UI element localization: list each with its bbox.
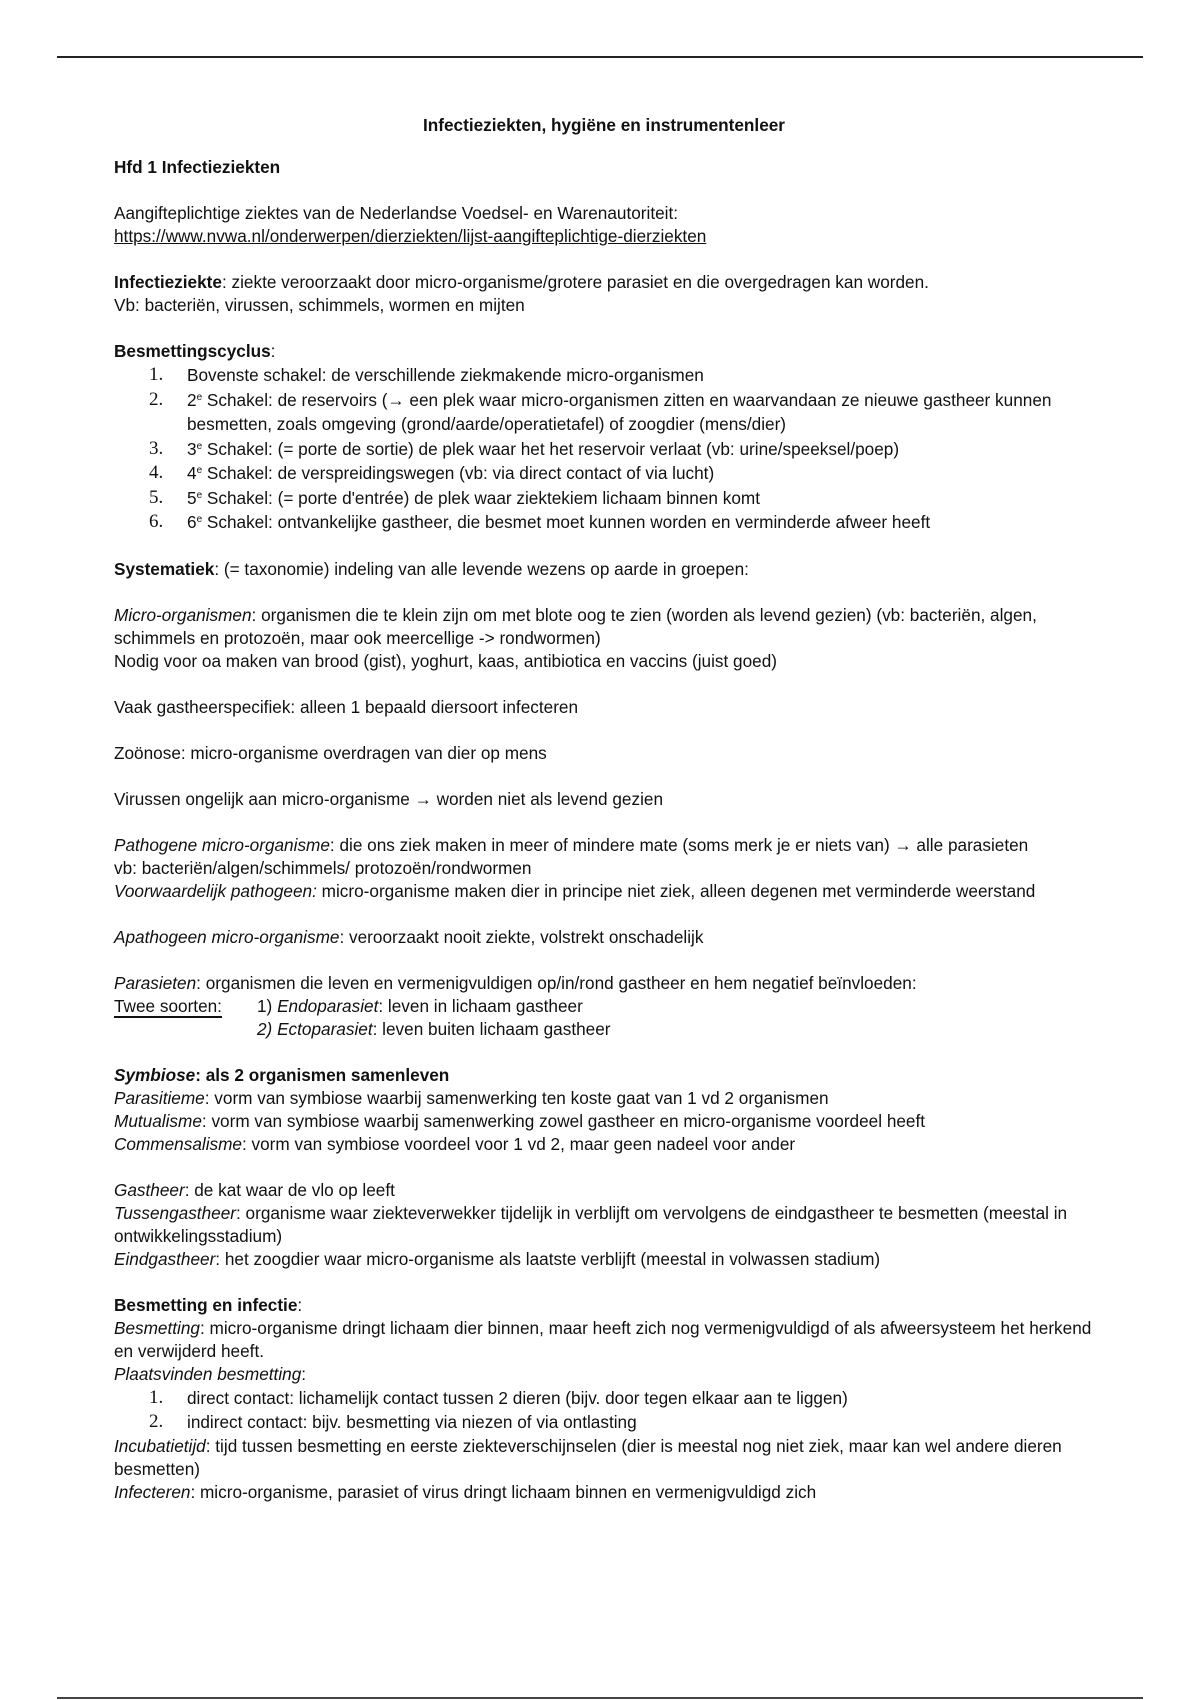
item-number: 1. (149, 1386, 164, 1408)
definition: : micro-organisme dringt lichaam dier binnen, maar heeft zich nog vermenigvuldigd of als afweersysteem het herkend en verwijderd heeft. (114, 1317, 1092, 1361)
list-item (149, 486, 1094, 511)
item-text: direct contact: lichamelijk contact tussen 2 dieren (bijv. door tegen elkaar aan te liggen) (187, 1387, 848, 1408)
ordinal: 2 (187, 389, 197, 410)
list-item (149, 1386, 1094, 1411)
definition: : leven in lichaam gastheer (378, 995, 583, 1016)
item-number: 6. (149, 511, 164, 532)
aangifte-text: Aangifteplichtige ziektes van de Nederlandse Voedsel- en Warenautoriteit: (114, 203, 679, 223)
term: Eindgastheer (114, 1248, 216, 1269)
systematiek-definition (114, 558, 1094, 581)
micro-organismen-definition (114, 604, 1094, 650)
item-number: 1) (257, 995, 278, 1016)
definition: : het zoogdier waar micro-organisme als laatste verblijft (meestal in volwassen stadium) (215, 1248, 881, 1269)
infectieziekte-definition (114, 271, 1094, 294)
definition: : organisme waar ziekteverwekker tijdelijk in verblijft om vervolgens de eindgastheer te besmetten (meestal in ontwikkelingsstadium) (114, 1202, 1068, 1246)
mutualisme-definition (114, 1110, 1094, 1133)
ordinal: 3 (187, 438, 197, 459)
item-number: 4. (149, 462, 164, 483)
besmetting-heading (114, 1294, 1094, 1317)
list-item (149, 510, 1094, 535)
definition: micro-organisme maken dier in principe niet ziek, alleen degenen met verminderde weerstand (316, 880, 1036, 901)
definition: : vorm van symbiose voordeel voor 1 vd 2, maar geen nadeel voor ander (241, 1133, 796, 1154)
list-item (149, 1410, 1094, 1435)
term: Incubatietijd (114, 1435, 206, 1456)
item-text: Schakel: de reservoirs (→ een plek waar micro-organismen zitten en waarvandaan ze nieuwe gastheer kunnen besmetten, zoals omgeving (grond/aarde/operatietafel) of zoogdier (mens/dier) (187, 389, 1052, 434)
colon: : (301, 1363, 307, 1384)
item-number: 2. (149, 388, 164, 410)
ordinal-suffix: e (196, 465, 203, 476)
term: Systematiek (114, 558, 215, 579)
definition: : tijd tussen besmetting en eerste ziekteverschijnselen (dier is meestal nog niet ziek, maar kan wel andere dieren besmetten) (114, 1435, 1062, 1479)
definition: : organismen die te klein zijn om met blote oog te zien (worden als levend gezien) (vb: bacteriën, algen, schimmels en protozoën, maar ook meercellige -> rondwormen) (114, 604, 1037, 648)
definition: : organismen die leven en vermenigvuldigen op/in/rond gastheer en hem negatief beïnvloeden: (196, 972, 917, 993)
parasieten-definition (114, 972, 1094, 995)
definition: : de kat waar de vlo op leeft (184, 1179, 395, 1200)
term: Infectieziekte (114, 272, 222, 292)
besmettingscyclus-list (114, 363, 1094, 535)
twee-soorten-label: Twee soorten: (114, 995, 222, 1016)
pathogeen-examples: vb: bacteriën/algen/schimmels/ protozoën/rondwormen (114, 857, 532, 878)
term: Pathogene micro-organisme (114, 834, 330, 855)
colon: : (270, 341, 276, 361)
definition: : als 2 organismen samenleven (195, 1064, 450, 1085)
term: Besmetting en infectie (114, 1294, 298, 1315)
item-text: Bovenste schakel: de verschillende ziekmakende micro-organismen (187, 365, 704, 385)
term: Micro-organismen (114, 604, 252, 625)
definition: : veroorzaakt nooit ziekte, volstrekt onschadelijk (339, 926, 704, 947)
infectieziekte-examples: Vb: bacteriën, virussen, schimmels, wormen en mijten (114, 295, 525, 315)
document-page (114, 114, 1094, 1504)
ordinal: 4 (187, 463, 197, 483)
chapter-heading: Hfd 1 Infectieziekten (114, 157, 281, 177)
term: Commensalisme (114, 1133, 242, 1154)
bottom-rule (57, 1697, 1143, 1699)
ordinal: 6 (187, 512, 197, 532)
colon: : (297, 1294, 303, 1315)
term: Parasieten (114, 972, 197, 993)
symbiose-heading (114, 1064, 1094, 1087)
item-text: Schakel: (= porte de sortie) de plek waar het het reservoir verlaat (vb: urine/speeksel/poep) (202, 438, 900, 459)
term: Plaatsvinden besmetting (114, 1363, 302, 1384)
top-rule (57, 56, 1143, 58)
definition: : vorm van symbiose waarbij samenwerking zowel gastheer en micro-organisme voordeel heeft (201, 1110, 926, 1131)
parasieten-soort-1 (114, 995, 1094, 1018)
ordinal-suffix: e (196, 489, 203, 501)
parasitisme-definition (114, 1087, 1094, 1110)
tussengastheer-definition (114, 1202, 1094, 1248)
gastheer-definition (114, 1179, 1094, 1202)
virussen-text: Virussen ongelijk aan micro-organisme → worden niet als levend gezien (114, 788, 664, 809)
ordinal-suffix: e (196, 514, 203, 525)
item-text: indirect contact: bijv. besmetting via niezen of via ontlasting (187, 1412, 637, 1432)
plaatsvinden-list (114, 1386, 1094, 1435)
ordinal-suffix: e (196, 391, 203, 403)
voorwaardelijk-pathogeen-definition (114, 880, 1094, 903)
term: Parasitieme (114, 1087, 205, 1108)
commensalisme-definition (114, 1133, 1094, 1156)
term: Infecteren (114, 1481, 191, 1502)
ordinal-suffix: e (196, 440, 203, 452)
definition: : (= taxonomie) indeling van alle levende wezens op aarde in groepen: (214, 558, 749, 579)
item-text: Schakel: (= porte d'entrée) de plek waar ziektekiem lichaam binnen komt (202, 487, 760, 508)
parasieten-soort-2 (114, 1018, 1094, 1041)
item-number: 1. (149, 364, 164, 385)
definition: : micro-organisme, parasiet of virus dringt lichaam binnen en vermenigvuldigd zich (190, 1481, 817, 1502)
list-item (149, 437, 1094, 462)
plaatsvinden-heading (114, 1363, 1094, 1386)
term: Besmettingscyclus (114, 341, 271, 361)
besmettingscyclus-heading (114, 340, 1094, 363)
apathogeen-definition (114, 926, 1094, 949)
term: Apathogeen micro-organisme (114, 926, 340, 947)
infecteren-definition (114, 1481, 1094, 1504)
item-text: Schakel: ontvankelijke gastheer, die besmet moet kunnen worden en verminderde afweer heeft (202, 512, 931, 532)
item-number: 2. (149, 1411, 164, 1432)
zoonose-text: Zoönose: micro-organisme overdragen van dier op mens (114, 742, 547, 763)
definition: : leven buiten lichaam gastheer (372, 1018, 611, 1039)
term: Symbiose (114, 1064, 196, 1085)
definition: : ziekte veroorzaakt door micro-organisme/grotere parasiet en die overgedragen kan worden. (221, 272, 929, 292)
term: Endoparasiet (277, 995, 379, 1016)
pathogeen-definition (114, 834, 1094, 857)
besmetting-definition (114, 1317, 1094, 1363)
ordinal: 5 (187, 487, 197, 508)
definition: : vorm van symbiose waarbij samenwerking ten koste gaat van 1 vd 2 organismen (204, 1087, 829, 1108)
item-number: 5. (149, 486, 164, 508)
term: Mutualisme (114, 1110, 202, 1131)
micro-organismen-nodig: Nodig voor oa maken van brood (gist), yoghurt, kaas, antibiotica en vaccins (juist goed) (114, 650, 778, 671)
term: Ectoparasiet (277, 1018, 373, 1039)
term: Tussengastheer (114, 1202, 236, 1223)
document-title: Infectieziekten, hygiëne en instrumentenleer (423, 115, 785, 135)
item-number: 2) (257, 1018, 278, 1039)
list-item (149, 388, 1094, 437)
eindgastheer-definition (114, 1248, 1094, 1271)
term: Gastheer (114, 1179, 185, 1200)
list-item (149, 363, 1094, 388)
definition: : die ons ziek maken in meer of mindere mate (soms merk je er niets van) → alle parasieten (329, 834, 1029, 855)
item-number: 3. (149, 437, 164, 459)
nvwa-link[interactable]: https://www.nvwa.nl/onderwerpen/dierziekten/lijst-aangifteplichtige-dierziekten (114, 226, 707, 246)
list-item (149, 461, 1094, 486)
term: Voorwaardelijk pathogeen: (114, 880, 317, 901)
item-text: Schakel: de verspreidingswegen (vb: via direct contact of via lucht) (202, 463, 715, 483)
gastheerspecifiek-text: Vaak gastheerspecifiek: alleen 1 bepaald diersoort infecteren (114, 696, 579, 717)
term: Besmetting (114, 1317, 200, 1338)
incubatietijd-definition (114, 1435, 1094, 1481)
